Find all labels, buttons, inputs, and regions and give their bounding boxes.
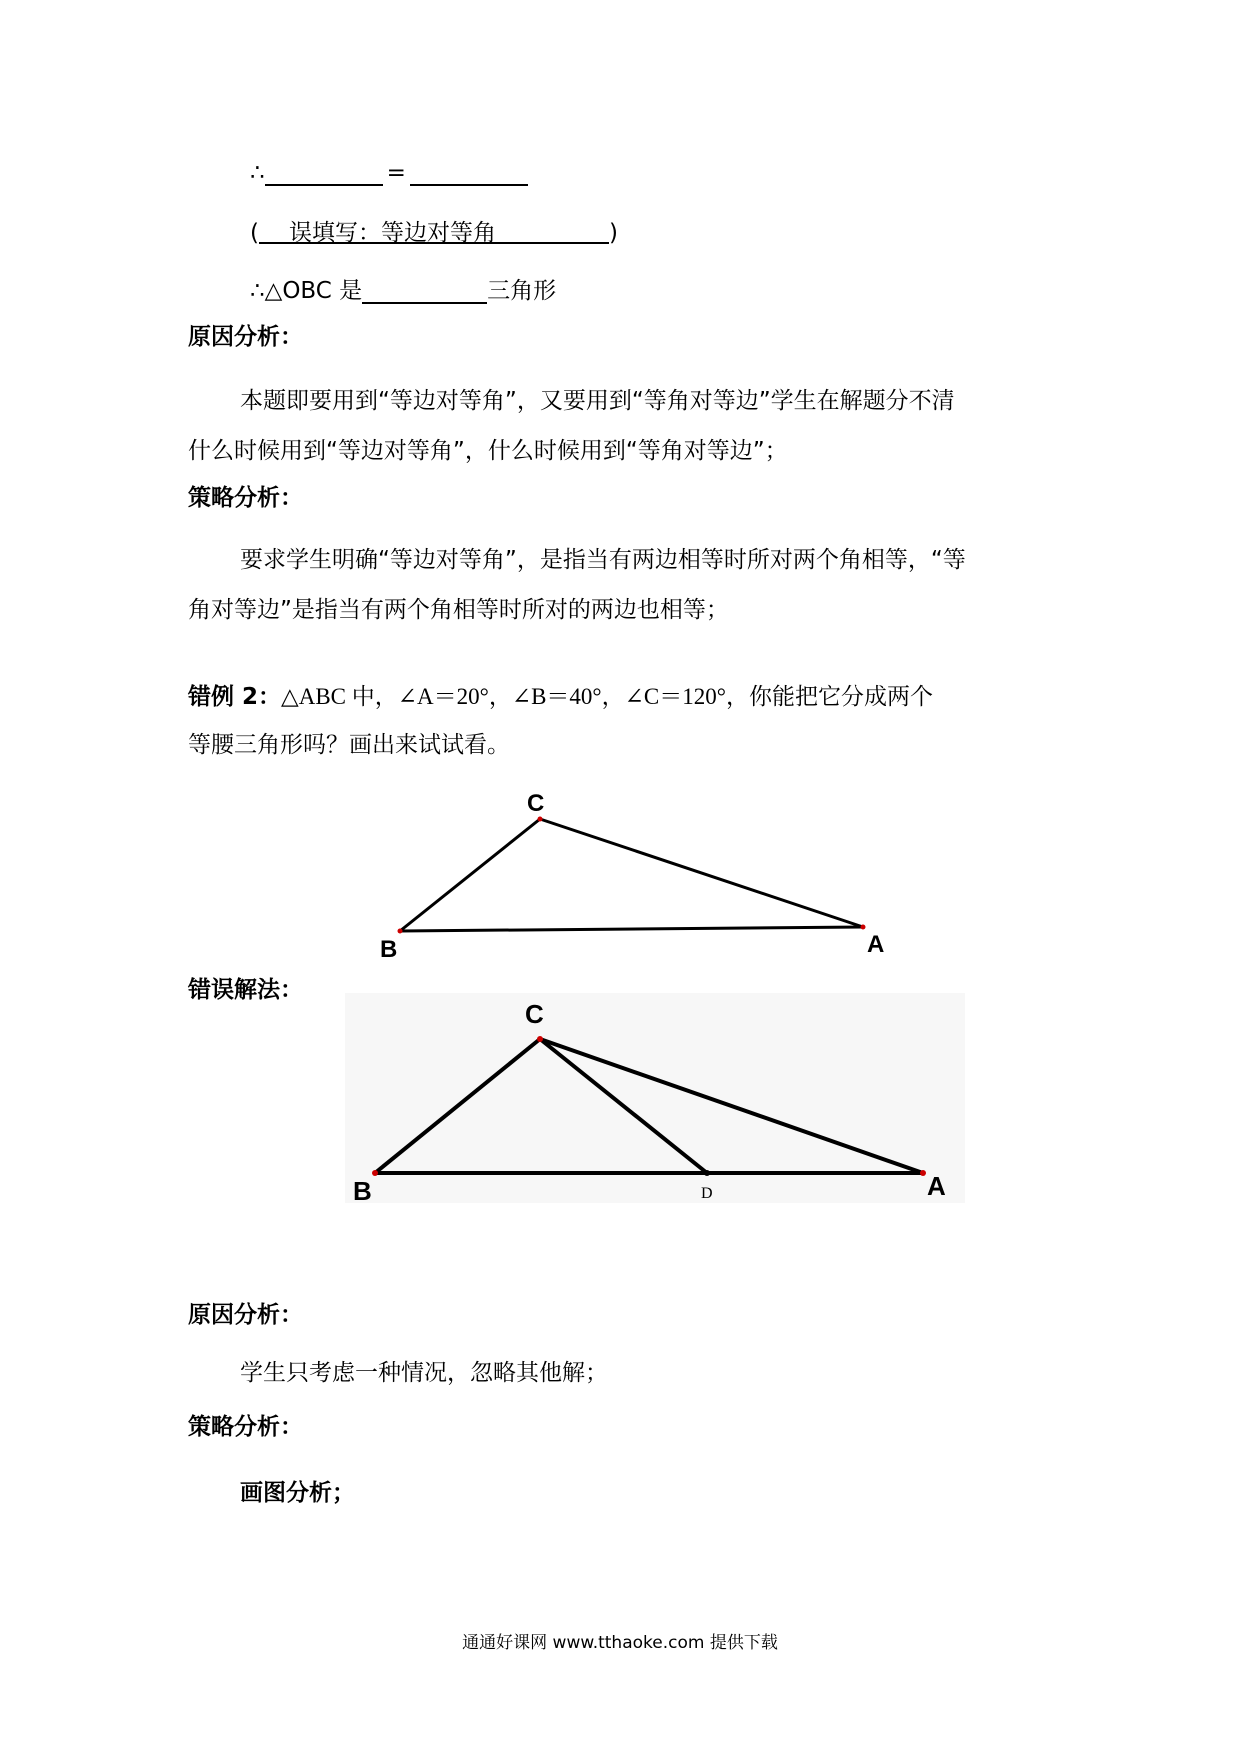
therefore-equation-line <box>250 158 528 188</box>
wrong-solution-figure <box>345 993 965 1203</box>
example2-label: 错例 2： <box>188 684 282 710</box>
strategy-heading-1: 策略分析： <box>188 485 303 511</box>
reason-paragraph-line-2: 什么时候用到“等边对等角”，什么时候用到“等角对等边”； <box>188 438 788 464</box>
triangle-type-blank <box>362 276 487 304</box>
strategy-text-2: 画图分析； <box>240 1480 355 1506</box>
vertex-a-label: A <box>927 1171 946 1201</box>
page-footer: 通通好课网 www.tthaoke.com 提供下载 <box>462 1633 778 1653</box>
side-ba <box>400 927 863 931</box>
triangle-abc-figure <box>370 785 910 965</box>
filled-answer-text: 误填写：等边对等角 <box>288 220 496 246</box>
side-ca <box>540 819 863 927</box>
answer-blank-left <box>265 158 383 186</box>
example2-line-2: 等腰三角形吗？画出来试试看。 <box>188 732 510 758</box>
therefore-symbol: ∴ <box>250 160 265 186</box>
vertex-b-point <box>398 929 403 934</box>
paren-close: ) <box>608 220 618 246</box>
answer-blank-right <box>410 158 528 186</box>
vertex-b-label: B <box>380 936 398 963</box>
example2-question: △ABC 中，∠A＝20°，∠B＝40°，∠C＝120°，你能把它分成两个 <box>281 684 933 709</box>
obc-prefix: ∴△OBC 是 <box>250 278 363 304</box>
point-d-label: D <box>701 1185 713 1202</box>
strategy-heading-2: 策略分析： <box>188 1414 303 1440</box>
side-bc <box>400 819 540 931</box>
point-d <box>704 1170 710 1176</box>
reason-paragraph-line-1: 本题即要用到“等边对等角”，又要用到“等角对等边”学生在解题分不清 <box>240 388 955 414</box>
vertex-a-point <box>920 1170 926 1176</box>
obc-suffix: 三角形 <box>487 278 557 304</box>
obc-triangle-line <box>250 276 556 306</box>
filled-answer-blank <box>259 218 609 244</box>
paren-open: ( <box>250 220 259 246</box>
reason-fill-line <box>250 218 618 248</box>
vertex-c-label: C <box>525 999 544 1029</box>
vertex-c-point <box>537 1036 543 1042</box>
strategy-paragraph-line-2: 角对等边”是指当有两个角相等时所对的两边也相等； <box>188 597 729 623</box>
vertex-b-label: B <box>353 1176 372 1203</box>
strategy-paragraph-line-1: 要求学生明确“等边对等角”，是指当有两边相等时所对两个角相等，“等 <box>240 547 966 573</box>
vertex-a-label: A <box>867 931 885 958</box>
reason-heading-1: 原因分析： <box>188 324 303 350</box>
example2-line-1 <box>188 682 933 712</box>
vertex-c-label: C <box>527 790 545 817</box>
vertex-c-point <box>538 817 543 822</box>
reason-text-2: 学生只考虑一种情况，忽略其他解； <box>240 1360 608 1386</box>
vertex-b-point <box>372 1170 378 1176</box>
reason-heading-2: 原因分析： <box>188 1302 303 1328</box>
wrong-solution-heading: 错误解法： <box>188 977 303 1003</box>
vertex-a-point <box>861 925 866 930</box>
equals-symbol: = <box>386 160 406 186</box>
